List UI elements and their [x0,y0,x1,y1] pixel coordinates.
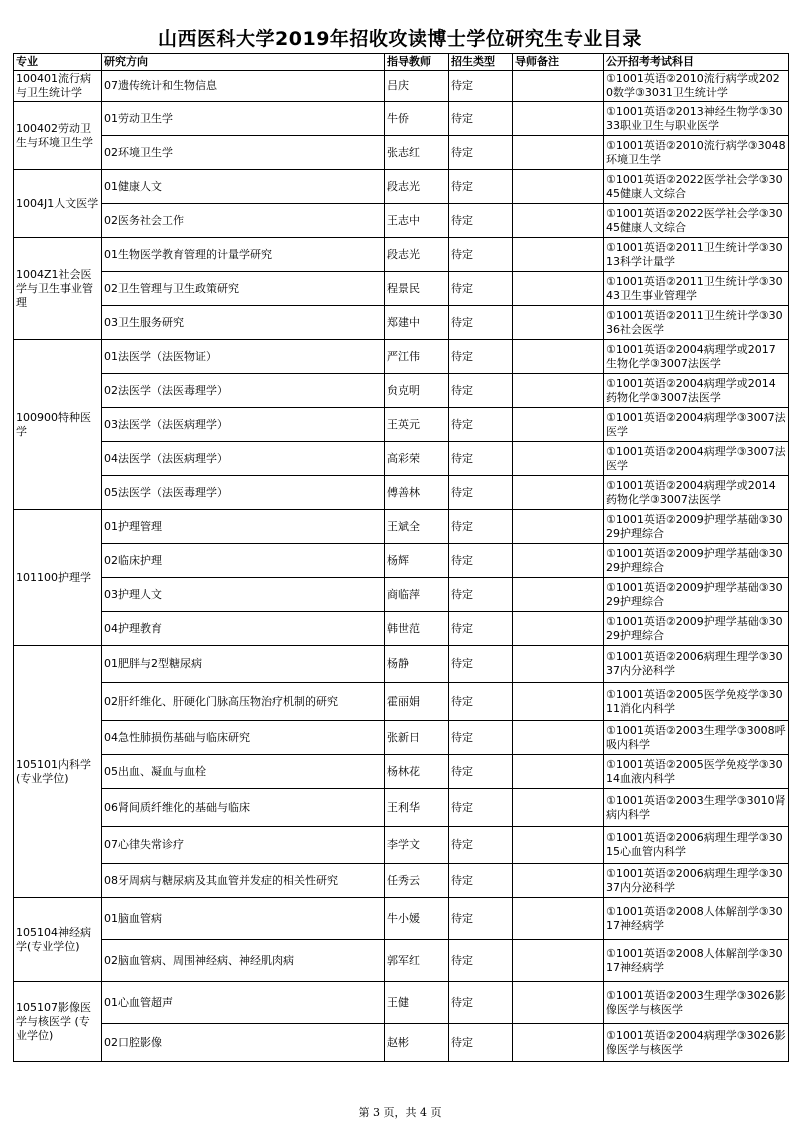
cell-supervisor: 王斌全 [385,510,449,544]
cell-exam: ①1001英语②2004病理学或2014药物化学③3007法医学 [604,476,789,510]
cell-type: 待定 [449,408,513,442]
cell-direction: 01心血管超声 [102,982,385,1024]
cell-supervisor: 牛侨 [385,102,449,136]
cell-direction: 01法医学（法医物证） [102,340,385,374]
cell-major: 105107影像医学与核医学 (专业学位) [14,982,102,1062]
cell-supervisor: 王健 [385,982,449,1024]
cell-exam: ①1001英语②2011卫生统计学③3013科学计量学 [604,238,789,272]
table-header-row [14,54,789,71]
cell-exam: ①1001英语②2011卫生统计学③3043卫生事业管理学 [604,272,789,306]
cell-major: 105101内科学(专业学位) [14,646,102,898]
cell-note [513,170,604,204]
page-title: 山西医科大学2019年招收攻读博士学位研究生专业目录 [158,28,642,50]
cell-major: 105104神经病学(专业学位) [14,898,102,982]
cell-supervisor: 赵彬 [385,1024,449,1062]
header-note: 导师备注 [513,54,604,71]
cell-type: 待定 [449,612,513,646]
cell-note [513,408,604,442]
cell-exam: ①1001英语②2006病理生理学③3037内分泌科学 [604,864,789,898]
cell-supervisor: 吕庆 [385,71,449,102]
cell-type: 待定 [449,204,513,238]
cell-supervisor: 郑建中 [385,306,449,340]
cell-direction: 01健康人文 [102,170,385,204]
table-row [14,71,789,102]
cell-type: 待定 [449,476,513,510]
table-row [14,898,789,940]
cell-supervisor: 牛小媛 [385,898,449,940]
cell-note [513,340,604,374]
cell-direction: 01肥胖与2型糖尿病 [102,646,385,683]
cell-note [513,102,604,136]
cell-direction: 02卫生管理与卫生政策研究 [102,272,385,306]
table-row [14,306,789,340]
cell-direction: 03卫生服务研究 [102,306,385,340]
table-row [14,374,789,408]
cell-supervisor: 段志光 [385,238,449,272]
cell-supervisor: 李学文 [385,827,449,864]
cell-exam: ①1001英语②2003生理学③3026影像医学与核医学 [604,982,789,1024]
cell-direction: 02临床护理 [102,544,385,578]
table-row [14,646,789,683]
cell-major: 100402劳动卫生与环境卫生学 [14,102,102,170]
cell-supervisor: 王志中 [385,204,449,238]
table-row [14,721,789,755]
table-row [14,1024,789,1062]
cell-supervisor: 王英元 [385,408,449,442]
page-footer: 第 3 页，共 4 页 [358,1106,442,1119]
cell-supervisor: 王利华 [385,789,449,827]
cell-exam: ①1001英语②2003生理学③3010肾病内科学 [604,789,789,827]
table-row [14,683,789,721]
cell-type: 待定 [449,755,513,789]
table-row [14,204,789,238]
cell-supervisor: 商临萍 [385,578,449,612]
cell-note [513,374,604,408]
cell-type: 待定 [449,374,513,408]
cell-supervisor: 严江伟 [385,340,449,374]
cell-direction: 01劳动卫生学 [102,102,385,136]
cell-direction: 02肝纤维化、肝硬化门脉高压物治疗机制的研究 [102,683,385,721]
cell-exam: ①1001英语②2009护理学基础③3029护理综合 [604,510,789,544]
cell-supervisor: 杨林花 [385,755,449,789]
cell-direction: 03护理人文 [102,578,385,612]
cell-note [513,612,604,646]
table-row [14,578,789,612]
cell-type: 待定 [449,646,513,683]
cell-exam: ①1001英语②2010流行病学③3048环境卫生学 [604,136,789,170]
cell-supervisor: 韩世范 [385,612,449,646]
header-supervisor: 指导教师 [385,54,449,71]
cell-type: 待定 [449,721,513,755]
cell-note [513,136,604,170]
cell-note [513,864,604,898]
table-row [14,102,789,136]
cell-type: 待定 [449,71,513,102]
cell-type: 待定 [449,544,513,578]
table-row [14,982,789,1024]
cell-note [513,306,604,340]
table-row [14,476,789,510]
cell-major: 100401流行病与卫生统计学 [14,71,102,102]
cell-type: 待定 [449,578,513,612]
cell-major: 1004Z1社会医学与卫生事业管理 [14,238,102,340]
cell-type: 待定 [449,510,513,544]
cell-exam: ①1001英语②2006病理生理学③3015心血管内科学 [604,827,789,864]
cell-exam: ①1001英语②2011卫生统计学③3036社会医学 [604,306,789,340]
cell-direction: 02环境卫生学 [102,136,385,170]
cell-exam: ①1001英语②2006病理生理学③3037内分泌科学 [604,646,789,683]
cell-type: 待定 [449,898,513,940]
cell-note [513,510,604,544]
cell-type: 待定 [449,306,513,340]
cell-direction: 08牙周病与糖尿病及其血管并发症的相关性研究 [102,864,385,898]
header-exam: 公开招考考试科目 [604,54,789,71]
cell-exam: ①1001英语②2004病理学③3007法医学 [604,442,789,476]
cell-direction: 02脑血管病、周围神经病、神经肌肉病 [102,940,385,982]
cell-note [513,476,604,510]
cell-exam: ①1001英语②2013神经生物学③3033职业卫生与职业医学 [604,102,789,136]
cell-note [513,204,604,238]
cell-note [513,238,604,272]
cell-direction: 02医务社会工作 [102,204,385,238]
table-row [14,408,789,442]
cell-direction: 01生物医学教育管理的计量学研究 [102,238,385,272]
cell-exam: ①1001英语②2004病理学或2014药物化学③3007法医学 [604,374,789,408]
table-row [14,442,789,476]
cell-supervisor: 郭军红 [385,940,449,982]
cell-exam: ①1001英语②2008人体解剖学③3017神经病学 [604,898,789,940]
cell-type: 待定 [449,827,513,864]
table-row [14,755,789,789]
cell-direction: 07遗传统计和生物信息 [102,71,385,102]
cell-supervisor: 程景民 [385,272,449,306]
cell-supervisor: 张新日 [385,721,449,755]
cell-exam: ①1001英语②2005医学免疫学③3014血液内科学 [604,755,789,789]
cell-note [513,442,604,476]
cell-exam: ①1001英语②2003生理学③3008呼吸内科学 [604,721,789,755]
cell-direction: 02法医学（法医毒理学） [102,374,385,408]
cell-exam: ①1001英语②2004病理学或2017生物化学③3007法医学 [604,340,789,374]
cell-direction: 07心律失常诊疗 [102,827,385,864]
table-row [14,544,789,578]
cell-note [513,646,604,683]
cell-note [513,755,604,789]
cell-exam: ①1001英语②2009护理学基础③3029护理综合 [604,544,789,578]
cell-direction: 02口腔影像 [102,1024,385,1062]
table-row [14,864,789,898]
cell-direction: 06肾间质纤维化的基础与临床 [102,789,385,827]
cell-direction: 01护理管理 [102,510,385,544]
header-major: 专业 [14,54,102,71]
cell-type: 待定 [449,272,513,306]
cell-direction: 05法医学（法医毒理学） [102,476,385,510]
cell-direction: 03法医学（法医病理学） [102,408,385,442]
table-row [14,136,789,170]
cell-direction: 05出血、凝血与血栓 [102,755,385,789]
cell-type: 待定 [449,789,513,827]
cell-direction: 04法医学（法医病理学） [102,442,385,476]
cell-note [513,71,604,102]
cell-supervisor: 段志光 [385,170,449,204]
cell-type: 待定 [449,238,513,272]
cell-type: 待定 [449,170,513,204]
cell-supervisor: 高彩荣 [385,442,449,476]
cell-exam: ①1001英语②2022医学社会学③3045健康人文综合 [604,204,789,238]
cell-note [513,827,604,864]
table-row [14,789,789,827]
cell-note [513,544,604,578]
cell-exam: ①1001英语②2009护理学基础③3029护理综合 [604,612,789,646]
program-catalog-table [13,53,789,1062]
cell-type: 待定 [449,864,513,898]
cell-exam: ①1001英语②2004病理学③3026影像医学与核医学 [604,1024,789,1062]
table-row [14,827,789,864]
cell-major: 1004J1人文医学 [14,170,102,238]
cell-exam: ①1001英语②2009护理学基础③3029护理综合 [604,578,789,612]
cell-note [513,1024,604,1062]
cell-exam: ①1001英语②2022医学社会学③3045健康人文综合 [604,170,789,204]
table-row [14,170,789,204]
cell-type: 待定 [449,340,513,374]
cell-type: 待定 [449,982,513,1024]
cell-direction: 04急性肺损伤基础与临床研究 [102,721,385,755]
cell-major: 101100护理学 [14,510,102,646]
header-direction: 研究方向 [102,54,385,71]
cell-direction: 01脑血管病 [102,898,385,940]
table-row [14,340,789,374]
table-row [14,272,789,306]
cell-major: 100900特种医学 [14,340,102,510]
cell-supervisor: 张志红 [385,136,449,170]
cell-note [513,789,604,827]
cell-type: 待定 [449,442,513,476]
cell-supervisor: 霍丽娟 [385,683,449,721]
cell-supervisor: 杨静 [385,646,449,683]
cell-type: 待定 [449,136,513,170]
header-type: 招生类型 [449,54,513,71]
cell-type: 待定 [449,102,513,136]
cell-note [513,683,604,721]
cell-type: 待定 [449,1024,513,1062]
cell-supervisor: 杨辉 [385,544,449,578]
cell-supervisor: 贠克明 [385,374,449,408]
table-body [14,71,789,1062]
cell-note [513,982,604,1024]
cell-note [513,578,604,612]
cell-note [513,272,604,306]
cell-note [513,721,604,755]
cell-exam: ①1001英语②2004病理学③3007法医学 [604,408,789,442]
cell-note [513,940,604,982]
cell-direction: 04护理教育 [102,612,385,646]
cell-exam: ①1001英语②2008人体解剖学③3017神经病学 [604,940,789,982]
cell-note [513,898,604,940]
table-row [14,238,789,272]
cell-supervisor: 任秀云 [385,864,449,898]
table-row [14,940,789,982]
table-row [14,510,789,544]
cell-exam: ①1001英语②2005医学免疫学③3011消化内科学 [604,683,789,721]
cell-type: 待定 [449,940,513,982]
cell-type: 待定 [449,683,513,721]
cell-exam: ①1001英语②2010流行病学或2020数学③3031卫生统计学 [604,71,789,102]
table-row [14,612,789,646]
cell-supervisor: 傅善林 [385,476,449,510]
